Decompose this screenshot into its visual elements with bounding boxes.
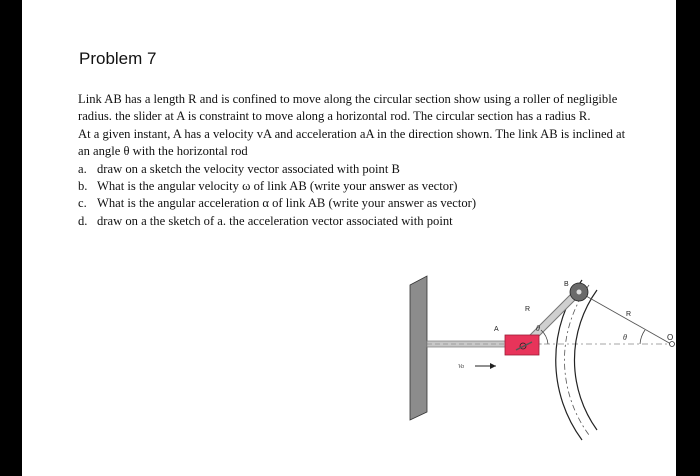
mechanism-figure [22,0,676,476]
label-a: A [494,326,499,333]
question-text: What is the angular acceleration α of link AB (write your answer as vector) [97,196,477,211]
question-text: draw on a sketch the velocity vector associated with point B [97,161,400,176]
theta-arc-center [640,330,645,344]
roller-b-pin [577,290,582,295]
label-b: B [564,281,569,288]
wall [410,276,427,420]
paragraph-2: At a given instant, A has a velocity vA and acceleration aA in the direction shown. The link AB is inclined at an angle θ with the horizontal rod [78,126,626,159]
label-o: O [667,333,674,342]
question-text: What is the angular velocity ω of link AB (write your answer as vector) [97,179,458,194]
question-letter: a. [78,161,87,176]
label-r-arc: R [626,311,632,318]
circular-guide-centerline [564,285,589,435]
question-text: draw on a the sketch of a. the acceleration vector associated with point [97,213,453,228]
question-letter: c. [78,196,87,211]
label-r-link: R [525,306,531,313]
center-o [670,342,675,347]
velocity-arrowhead [490,363,496,369]
question-letter: d. [78,213,88,228]
circular-guide-inner [574,290,597,430]
question-letter: b. [78,179,88,194]
paragraph-1: Link AB has a length R and is confined to move along the circular section show using a roller of negligible radius. the slider at A is constraint to move along a horizontal rod. The circular section has a radius R. [78,92,618,124]
label-theta-slider: θ [536,324,540,333]
label-theta-center: θ [623,333,627,342]
document-page [22,0,676,476]
problem-title: Problem 7 [79,49,157,68]
label-va: Va [458,364,464,370]
